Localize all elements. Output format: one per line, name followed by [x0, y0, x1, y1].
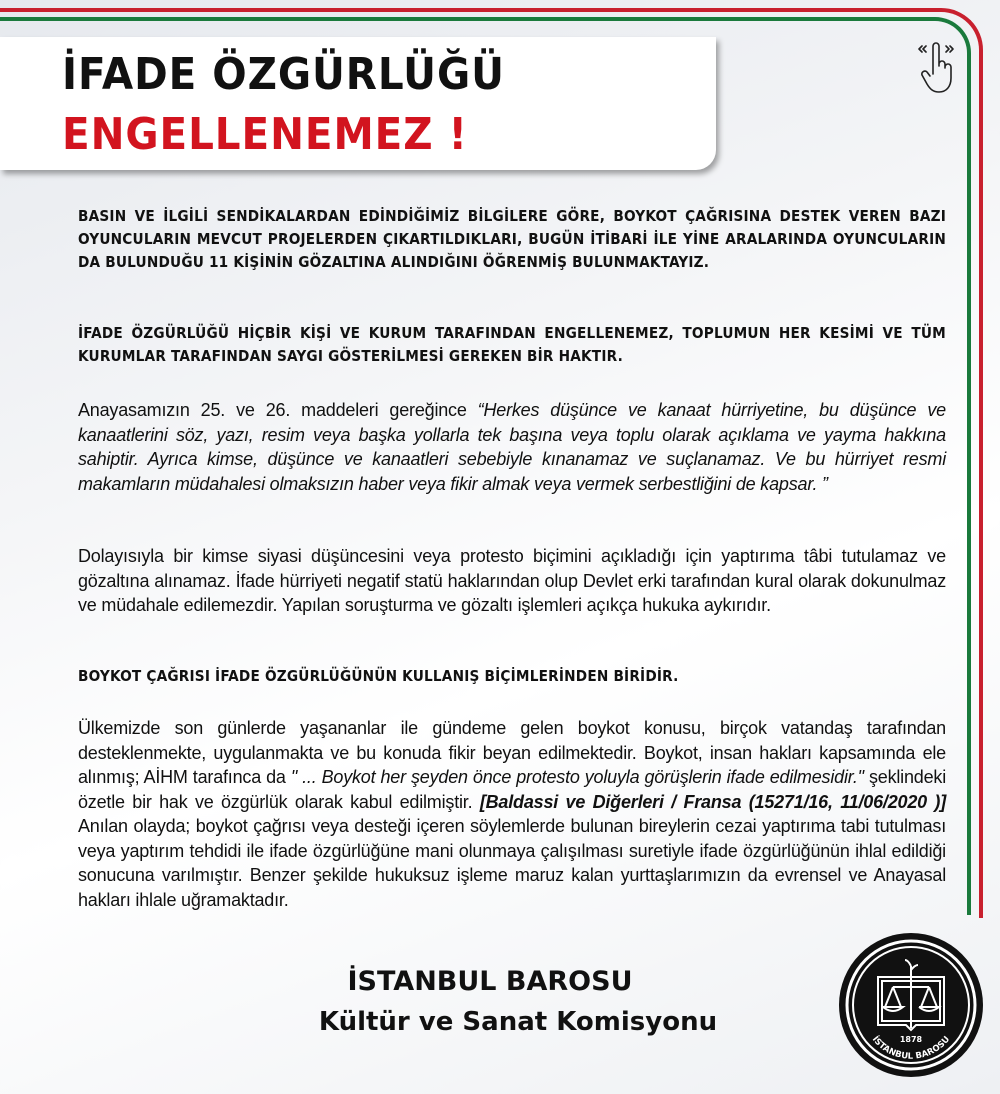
paragraph-boycott-heading: BOYKOT ÇAĞRISI İFADE ÖZGÜRLÜĞÜNÜN KULLANIŞ BİÇİMLERİNDEN BİRİDİR.	[78, 667, 679, 685]
echr-quote: " ... Boykot her şeyden önce protesto yoluyla görüşlerin ifade edilmesidir."	[290, 767, 864, 787]
echr-mid: şeklindeki özetle bir hak ve özgürlük olarak kabul edilmiştir.	[78, 767, 946, 812]
title-line-2: ENGELLENEMEZ !	[62, 109, 468, 160]
svg-text:İSTANBUL BAROSU: İSTANBUL BAROSU	[869, 1034, 953, 1062]
footer-committee-name: Kültür ve Sanat Komisyonu	[318, 1007, 718, 1037]
echr-lead: Ülkemizde son günlerde yaşananlar ile gündeme gelen boykot konusu, birçok vatandaş tarafından desteklenmekte, uygulanmakta ve bu konuda fikir beyan edilmektedir. Boykot, insan hakları kapsamında ele alınmış; AİHM tarafınca da	[78, 718, 946, 787]
echr-tail: Anılan olayda; boykot çağrısı veya desteği içeren söylemlerde bulunan bireylerin cezai yaptırıma tabi tutulması veya yaptırım tehdidi ile ifade özgürlüğüne mani olunmaya çalışılması suretiyle ifade özgürlüğünün ihlal edildiği sonucuna varılmıştır. Benzer şekilde hukuksuz işleme maruz kalan yurttaşlarımızın da evrensel ve Anayasal hakları ihlale uğramaktadır.	[78, 816, 946, 910]
svg-text:1878: 1878	[899, 1035, 923, 1044]
title-line-1: İFADE ÖZGÜRLÜĞÜ	[62, 49, 505, 100]
paragraph-conclusion: Dolayısıyla bir kimse siyasi düşüncesini veya protesto biçimini açıkladığı için yaptırıma tâbi tutulamaz ve gözaltına alınamaz. İfade hürriyeti negatif statü haklarından olup Devlet erki tarafından kural olarak dokunulmaz ve müdahale edilemezdir. Yapılan soruşturma ve gözaltı işlemleri açıkça hukuka aykırıdır.	[78, 546, 946, 615]
footer-org-name: İSTANBUL BAROSU	[347, 966, 633, 997]
paragraph-echr	[78, 716, 946, 912]
paragraph-principle: İFADE ÖZGÜRLÜĞÜ HİÇBİR KİŞİ VE KURUM TARAFINDAN ENGELLENEMEZ, TOPLUMUN HER KESİMİ VE TÜM KURUMLAR TARAFINDAN SAYGI GÖSTERİLMESİ GEREKEN BİR HAKTIR.	[78, 324, 946, 365]
swipe-hand-icon	[918, 40, 958, 96]
paragraph-constitution	[78, 398, 946, 496]
constitution-lead: Anayasamızın 25. ve 26. maddeleri gereğince	[78, 400, 478, 420]
constitution-quote: “Herkes düşünce ve kanaat hürriyetine, bu düşünce ve kanaatlerini söz, yazı, resim veya başka yollarla tek başına veya toplu olarak açıklama ve yayma hakkına sahiptir. Ayrıca kimse, düşünce ve kanaatleri sebebiyle kınanamaz ve suçlanamaz. Ve bu hürriyet resmi makamların müdahalesi olmaksızın haber veya fikir almak veya vermek serbestliğini de kapsar. ”	[78, 400, 946, 494]
istanbul-bar-logo	[838, 932, 984, 1078]
title-banner	[0, 37, 716, 170]
paragraph-intro: BASIN VE İLGİLİ SENDİKALARDAN EDİNDİĞİMİZ BİLGİLERE GÖRE, BOYKOT ÇAĞRISINA DESTEK VEREN BAZI OYUNCULARIN MEVCUT PROJELERDEN ÇIKARTILDIKLARI, BUGÜN İTİBARİ İLE YİNE ARALARINDA OYUNCULARIN DA BULUNDUĞU 11 KİŞİNİN GÖZALTINA ALINDIĞINI ÖĞRENMİŞ BULUNMAKTAYIZ.	[78, 207, 946, 271]
echr-citation: [Baldassi ve Diğerleri / Fransa (15271/16, 11/06/2020 )]	[479, 791, 946, 812]
